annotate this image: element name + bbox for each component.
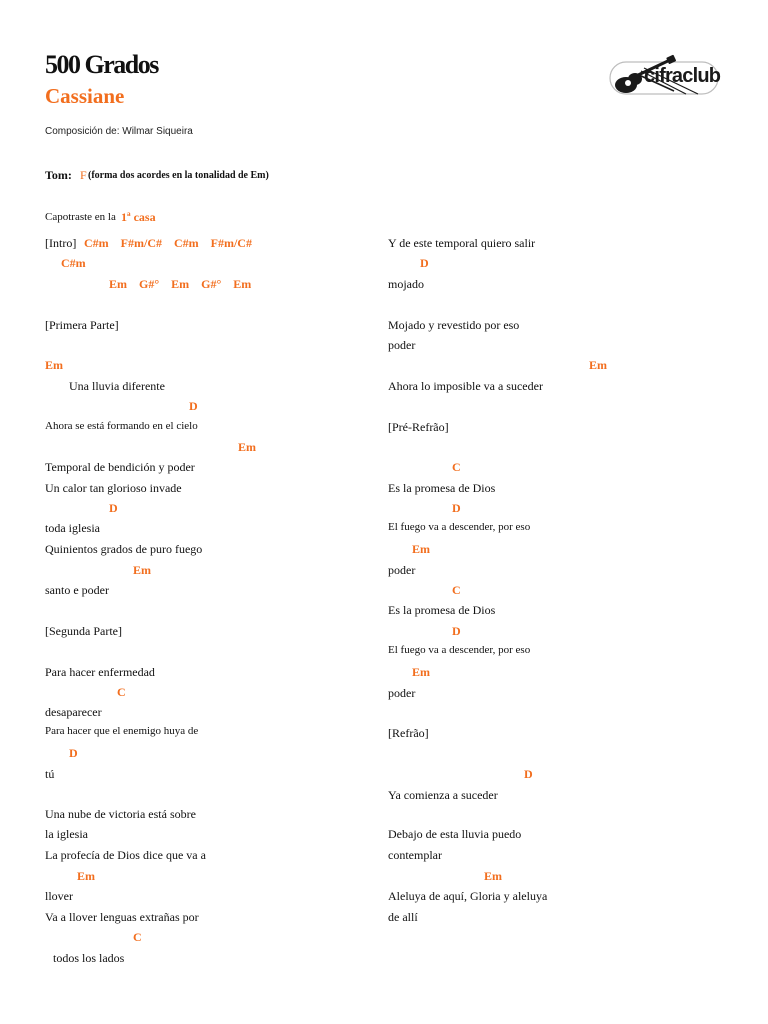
chord[interactable]: D: [420, 256, 429, 270]
chord-line[interactable]: C#m: [61, 256, 86, 270]
lyric-line: Para hacer enfermedad: [45, 665, 155, 679]
lyric-line: Debajo de esta lluvia puedo: [388, 827, 522, 841]
chord-line[interactable]: Em G#° Em G#° Em: [109, 277, 252, 291]
chord[interactable]: D: [452, 501, 461, 515]
lyric-line: Temporal de bendición y poder: [45, 460, 195, 474]
cifraclub-logo[interactable]: [606, 54, 722, 102]
tom-key[interactable]: F: [80, 168, 87, 182]
lyric-line: de allí: [388, 910, 418, 924]
lyric-line: Una nube de victoria está sobre: [45, 807, 196, 821]
chord[interactable]: Em: [412, 542, 430, 556]
lyric-line: Ahora lo imposible va a suceder: [388, 379, 543, 393]
chord[interactable]: D: [189, 399, 198, 413]
composition-credit: Composición de: Wilmar Siqueira: [45, 126, 193, 137]
lyric-line: desaparecer: [45, 705, 102, 719]
chord[interactable]: Em: [589, 358, 607, 372]
lyric-line: Va a llover lenguas extrañas por: [45, 910, 199, 924]
chord[interactable]: D: [69, 746, 78, 760]
lyric-line: mojado: [388, 277, 424, 291]
lyric-line: Mojado y revestido por eso: [388, 318, 520, 332]
lyric-line: Aleluya de aquí, Gloria y aleluya: [388, 889, 548, 903]
chord[interactable]: Em: [77, 869, 95, 883]
lyric-line: poder: [388, 563, 416, 577]
chord[interactable]: C: [117, 685, 126, 699]
lyric-line: santo e poder: [45, 583, 109, 597]
tom-label: Tom:: [45, 168, 72, 182]
chord[interactable]: D: [452, 624, 461, 638]
artist-name[interactable]: Cassiane: [45, 84, 125, 108]
lyric-line: Una lluvia diferente: [69, 379, 165, 393]
lyric-line: Quinientos grados de puro fuego: [45, 542, 203, 556]
section-label: [Pré-Refrão]: [388, 420, 449, 434]
lyric-line: La profecía de Dios dice que va a: [45, 848, 206, 862]
lyric-line: Ya comienza a suceder: [388, 788, 498, 802]
chord[interactable]: Em: [484, 869, 502, 883]
lyric-line: la iglesia: [45, 827, 88, 841]
section-label: [Segunda Parte]: [45, 624, 122, 638]
lyric-line: poder: [388, 686, 416, 700]
lyric-line: Y de este temporal quiero salir: [388, 236, 536, 250]
lyric-line: contemplar: [388, 848, 442, 862]
lyric-line: Un calor tan glorioso invade: [45, 481, 182, 495]
section-label: [Refrão]: [388, 726, 429, 740]
logo-text: cifraclub: [644, 65, 721, 87]
chord[interactable]: C: [133, 930, 142, 944]
chord[interactable]: C: [452, 583, 461, 597]
lyric-line: El fuego va a descender, por eso: [388, 644, 531, 656]
tom-note: (forma dos acordes en la tonalidad de Em): [88, 170, 269, 181]
chord[interactable]: Em: [133, 563, 151, 577]
lyric-line: llover: [45, 889, 73, 903]
lyric-line: tú: [45, 767, 55, 781]
chord[interactable]: C: [452, 460, 461, 474]
lyric-line: Es la promesa de Dios: [388, 481, 496, 495]
chord-line[interactable]: C#m F#m/C# C#m F#m/C#: [84, 236, 252, 250]
lyric-line: El fuego va a descender, por eso: [388, 521, 531, 533]
capo-fret: 1ª casa: [121, 210, 156, 224]
lyric-line: todos los lados: [53, 951, 125, 965]
song-title: 500 Grados: [45, 50, 158, 79]
lyric-line: poder: [388, 338, 416, 352]
lyric-line: Ahora se está formando en el cielo: [45, 420, 198, 432]
chord[interactable]: D: [109, 501, 118, 515]
section-label: [Primera Parte]: [45, 318, 119, 332]
chord[interactable]: D: [524, 767, 533, 781]
chord[interactable]: Em: [45, 358, 63, 372]
chord[interactable]: Em: [412, 665, 430, 679]
lyric-line: Para hacer que el enemigo huya de: [45, 725, 199, 737]
lyric-line: toda iglesia: [45, 521, 100, 535]
section-label-intro: [Intro]: [45, 236, 80, 250]
capo-label: Capotraste en la: [45, 211, 116, 223]
lyric-line: Es la promesa de Dios: [388, 603, 496, 617]
chord[interactable]: Em: [238, 440, 256, 454]
